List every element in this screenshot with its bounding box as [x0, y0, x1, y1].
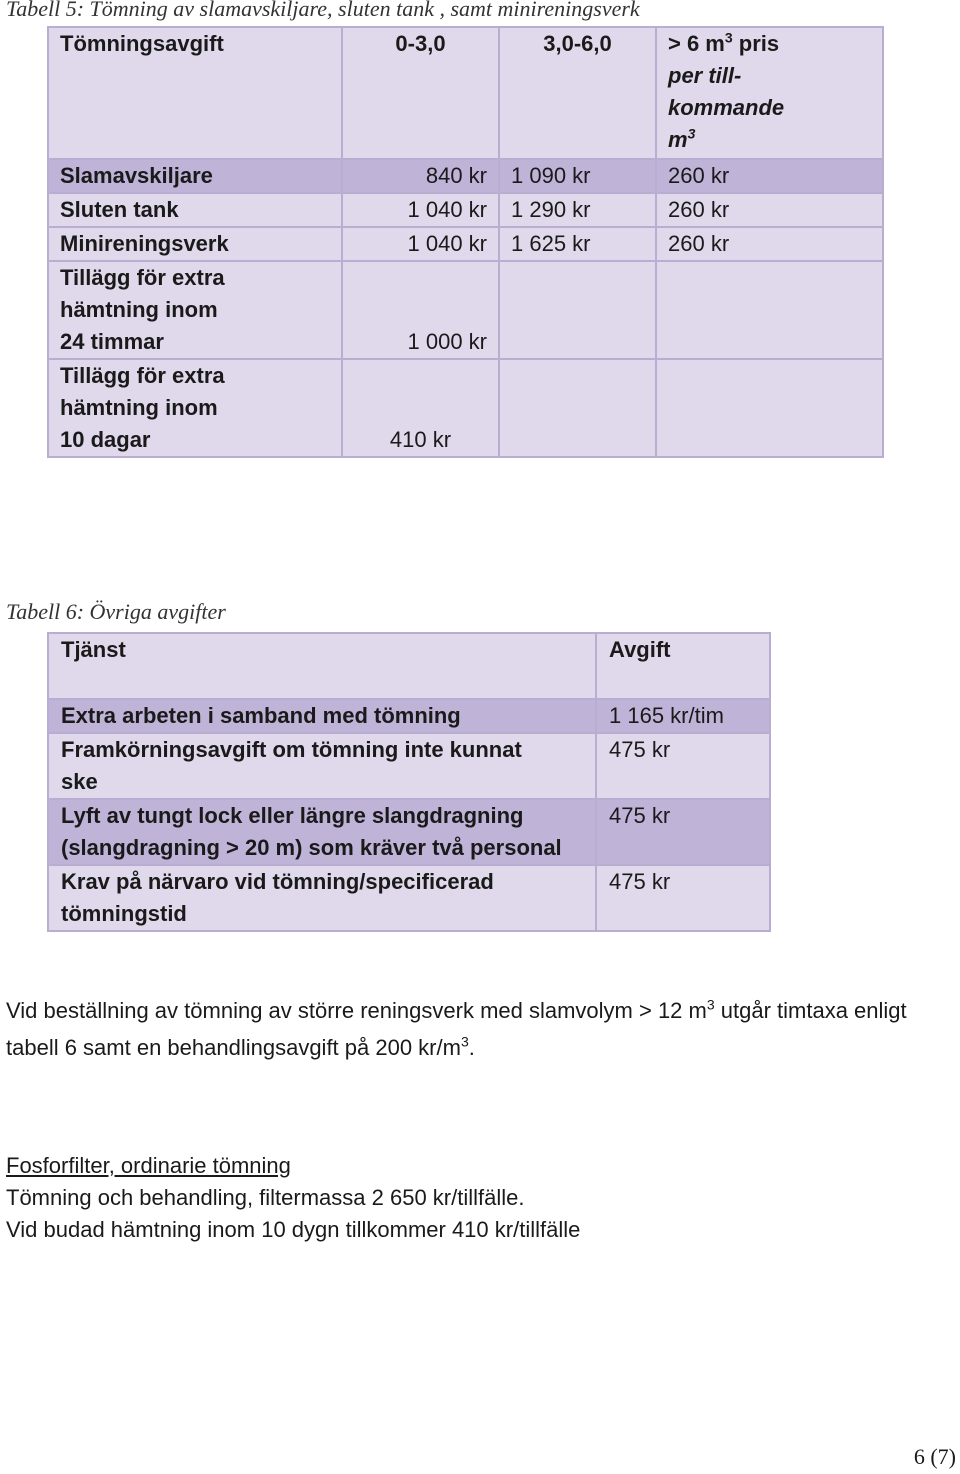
table5-extra-empty: [499, 261, 656, 359]
table5-extra-value: 1 000 kr: [342, 261, 499, 359]
table6-header-row: [48, 633, 770, 699]
table5-row-v3: 260 kr: [656, 193, 883, 227]
table6-row: [48, 733, 770, 799]
table5-extra-empty: [656, 261, 883, 359]
table5-row: [48, 227, 883, 261]
table6-row-service-line1: Lyft av tungt lock eller längre slangdragning: [61, 803, 524, 828]
table6-row-service-line1: Framkörningsavgift om tömning inte kunnat: [61, 737, 522, 762]
note-text-3: .: [468, 1035, 475, 1060]
fosfor-heading: Fosforfilter, ordinarie tömning: [6, 1153, 291, 1178]
table5-extra-label-line2: hämtning inom: [60, 395, 218, 420]
table5-header-label: Tömningsavgift: [48, 27, 342, 159]
table5-extra-label-line3: 10 dagar: [60, 427, 151, 452]
table5-header-row: [48, 27, 883, 159]
table5-extra-label-line3: 24 timmar: [60, 329, 164, 354]
table6-row-service-line2: ske: [61, 769, 98, 794]
table5-extra-empty: [656, 359, 883, 457]
table6-row-service: [48, 865, 596, 931]
table5-header-col3-line2: per till-: [668, 63, 742, 88]
table6-row-service: Extra arbeten i samband med tömning: [48, 699, 596, 733]
table6-row-service: [48, 733, 596, 799]
table5-row-label: Minireningsverk: [48, 227, 342, 261]
note-text-1: Vid beställning av tömning av större reningsverk med slamvolym > 12 m: [6, 998, 707, 1023]
table5-header-col1-text: 0-3,0: [395, 31, 446, 56]
table6-row: [48, 699, 770, 733]
table6-row-fee: 475 kr: [596, 799, 770, 865]
table6-row: [48, 799, 770, 865]
note-sup-2: 3: [460, 1033, 469, 1050]
table5-header-col3: [656, 27, 883, 159]
table6-row-service-line1: Krav på närvaro vid tömning/specificerad: [61, 869, 494, 894]
table5-extra-label-line1: Tillägg för extra: [60, 265, 225, 290]
table5-row-v1: 1 040 kr: [342, 227, 499, 261]
table5-header-col3-line4: $m^3$: [668, 125, 696, 152]
table5-extra-label-line1: Tillägg för extra: [60, 363, 225, 388]
table5-header-col1: [342, 27, 499, 159]
fosfor-line2: Vid budad hämtning inom 10 dygn tillkommer 410 kr/tillfälle: [6, 1217, 581, 1242]
table6-caption: Tabell 6: Övriga avgifter: [6, 599, 226, 624]
table5-extra-label-line2: hämtning inom: [60, 297, 218, 322]
table5-header-col3-line1: > 6 $m^3$ pris: [668, 29, 780, 56]
table5-caption: Tabell 5: Tömning av slamavskiljare, sluten tank , samt minireningsverk: [6, 0, 640, 21]
table5-extra-label: [48, 359, 342, 457]
table6: [47, 632, 771, 932]
note-paragraph: [6, 992, 954, 1066]
table5-row: [48, 159, 883, 193]
table6-row-service-line2: tömningstid: [61, 901, 187, 926]
table5-row-v2: 1 290 kr: [499, 193, 656, 227]
table5-row-v1: 840 kr: [342, 159, 499, 193]
table5-row: [48, 193, 883, 227]
table5-row-v2: 1 090 kr: [499, 159, 656, 193]
table5-row-label: Slamavskiljare: [48, 159, 342, 193]
table6-header-fee: Avgift: [596, 633, 770, 699]
table6-row-fee: 475 kr: [596, 865, 770, 931]
table6-row-fee: 475 kr: [596, 733, 770, 799]
table5-row-v1: 1 040 kr: [342, 193, 499, 227]
table5-extra-label: [48, 261, 342, 359]
table5-header-col2: [499, 27, 656, 159]
table6-row-fee: 1 165 kr/tim: [596, 699, 770, 733]
table5: [47, 26, 884, 458]
table6-header-service: Tjänst: [48, 633, 596, 699]
table6-row-service-line2: (slangdragning > 20 m) som kräver två personal: [61, 835, 562, 860]
table5-extra-row: [48, 359, 883, 457]
table6-row: [48, 865, 770, 931]
table5-row-v3: 260 kr: [656, 159, 883, 193]
table5-extra-row: [48, 261, 883, 359]
table5-row-label: Sluten tank: [48, 193, 342, 227]
table5-extra-empty: [499, 359, 656, 457]
table6-row-service: [48, 799, 596, 865]
table5-header-col3-line3: kommande: [668, 95, 785, 120]
table5-row-v2: 1 625 kr: [499, 227, 656, 261]
note-text-2: utgår timtaxa enligt tabell 6 samt en behandlingsavgift på 200 kr/m: [6, 998, 907, 1060]
table5-header-col2-text: 3,0-6,0: [543, 31, 612, 56]
table5-extra-value: 410 kr: [342, 359, 499, 457]
note-sup-1: 3: [706, 996, 715, 1013]
fosfor-line1: Tömning och behandling, filtermassa 2 650 kr/tillfälle.: [6, 1185, 525, 1210]
table5-row-v3: 260 kr: [656, 227, 883, 261]
page-number: 6 (7): [913, 1444, 956, 1469]
